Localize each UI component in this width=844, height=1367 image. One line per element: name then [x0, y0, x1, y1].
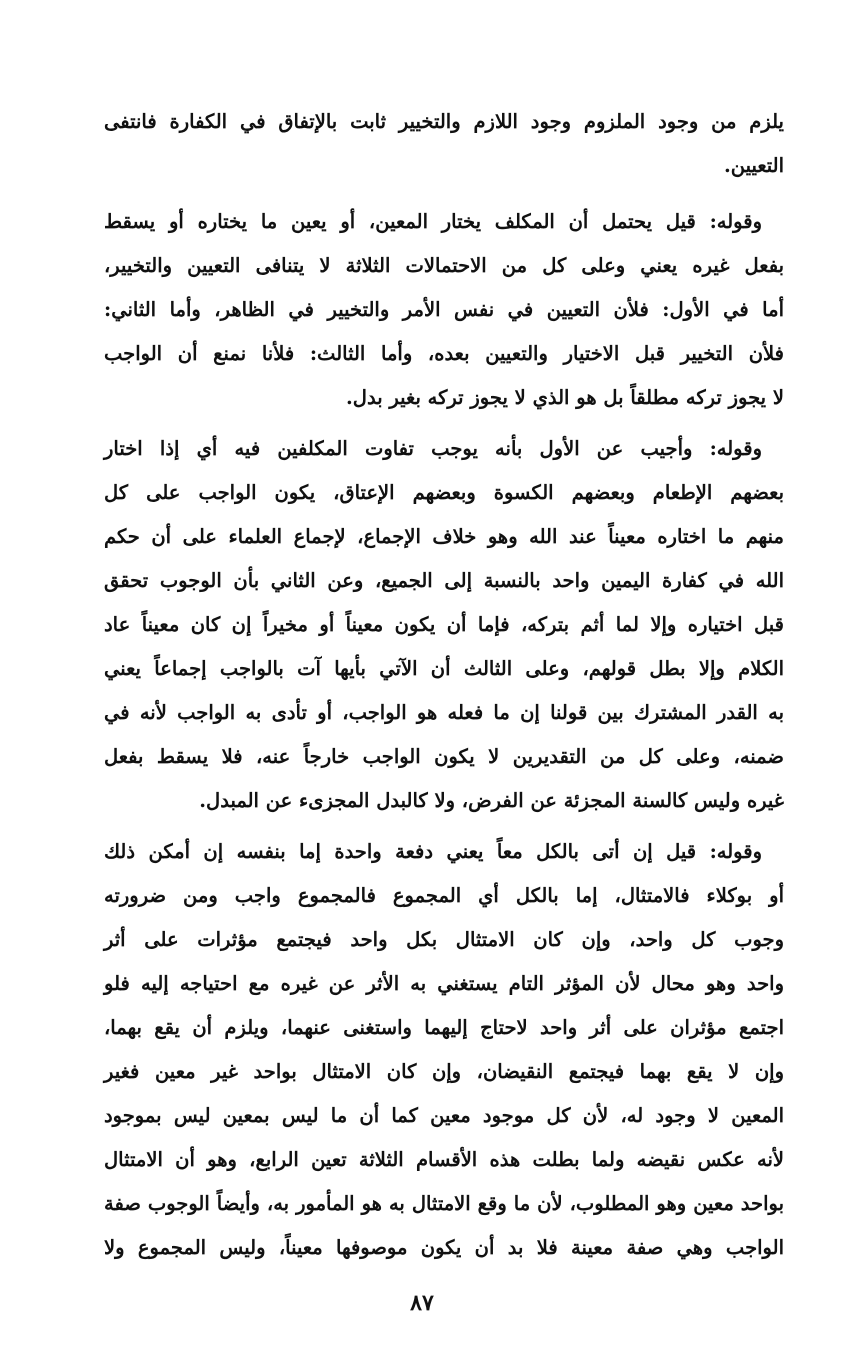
- text-line: منهم ما اختاره معيناً عند الله وهو خلاف الإجماع، لإجماع العلماء على أن حكم: [104, 525, 784, 548]
- text-line: لأنه عكس نقيضه ولما بطلت هذه الأقسام الثلاثة تعين الرابع، وهو أن الامتثال: [104, 1148, 784, 1171]
- text-line: بفعل غيره يعني وعلى كل من الاحتمالات الثلاثة لا يتنافى التعيين والتخيير،: [104, 254, 784, 277]
- paragraph-4: [104, 830, 784, 1270]
- text-line: ضمنه، وعلى كل من التقديرين لا يكون الواجب خارجاً عنه، فلا يسقط بفعل: [104, 745, 784, 768]
- text-line: أما في الأول: فلأن التعيين في نفس الأمر والتخيير في الظاهر، وأما الثاني:: [104, 298, 784, 321]
- text-line: الله في كفارة اليمين واحد بالنسبة إلى الجميع، وعن الثاني بأن الوجوب تحقق: [104, 569, 784, 592]
- text-line: المعين لا وجود له، لأن كل موجود معين كما أن ما ليس بمعين ليس بموجود: [104, 1104, 784, 1127]
- text-line: الكلام وإلا بطل قولهم، وعلى الثالث أن الآتي بأيها آت بالواجب إجماعاً يعني: [104, 657, 784, 680]
- paragraph-3: [104, 427, 784, 823]
- text-line: به القدر المشترك بين قولنا إن ما فعله هو الواجب، أو تأدى به الواجب لأنه في: [104, 701, 784, 724]
- page-number: ٨٧: [410, 1290, 434, 1316]
- text-line: اجتمع مؤثران على أثر واحد لاحتاج إليهما واستغنى عنهما، ويلزم أن يقع بهما،: [104, 1016, 784, 1039]
- text-line: واحد وهو محال لأن المؤثر التام يستغني به الأثر عن غيره مع احتياجه إليه فلو: [104, 972, 784, 995]
- text-line: وقوله: قيل إن أتى بالكل معاً يعني دفعة واحدة إما بنفسه إن أمكن ذلك: [104, 840, 762, 863]
- text-line: لا يجوز تركه مطلقاً بل هو الذي لا يجوز تركه بغير بدل.: [346, 386, 784, 409]
- text-line: وقوله: وأجيب عن الأول بأنه يوجب تفاوت المكلفين فيه أي إذا اختار: [104, 437, 762, 460]
- text-line: وجوب كل واحد، وإن كان الامتثال بكل واحد فيجتمع مؤثرات على أثر: [104, 928, 784, 951]
- text-line: غيره وليس كالسنة المجزئة عن الفرض، ولا كالبدل المجزىء عن المبدل.: [199, 789, 784, 812]
- text-line: قبل اختياره وإلا لما أثم بتركه، فإما أن يكون معيناً أو مخيراً إن كان معيناً عاد: [104, 613, 784, 636]
- text-line: بواحد معين وهو المطلوب، لأن ما وقع الامتثال به هو المأمور به، وأيضاً الوجوب صفة: [104, 1192, 784, 1215]
- text-line: وقوله: قيل يحتمل أن المكلف يختار المعين، أو يعين ما يختاره أو يسقط: [104, 210, 762, 233]
- text-line: بعضهم الإطعام وبعضهم الكسوة وبعضهم الإعتاق، يكون الواجب على كل: [104, 481, 784, 504]
- text-line: فلأن التخيير قبل الاختيار والتعيين بعده، وأما الثالث: فلأنا نمنع أن الواجب: [104, 342, 784, 365]
- text-line: الواجب وهي صفة معينة فلا بد أن يكون موصوفها معيناً، وليس المجموع ولا: [104, 1236, 784, 1259]
- text-line: التعيين.: [723, 154, 784, 177]
- paragraph-2: [104, 200, 784, 420]
- text-line: وإن لا يقع بهما فيجتمع النقيضان، وإن كان الامتثال بواحد غير معين فغير: [104, 1060, 784, 1083]
- text-line: أو بوكلاء فالامتثال، إما بالكل أي المجموع فالمجموع واجب ومن ضرورته: [104, 884, 784, 907]
- paragraph-1: [104, 100, 784, 188]
- text-line: يلزم من وجود الملزوم وجود اللازم والتخيير ثابت بالإتفاق في الكفارة فانتفى: [104, 110, 784, 133]
